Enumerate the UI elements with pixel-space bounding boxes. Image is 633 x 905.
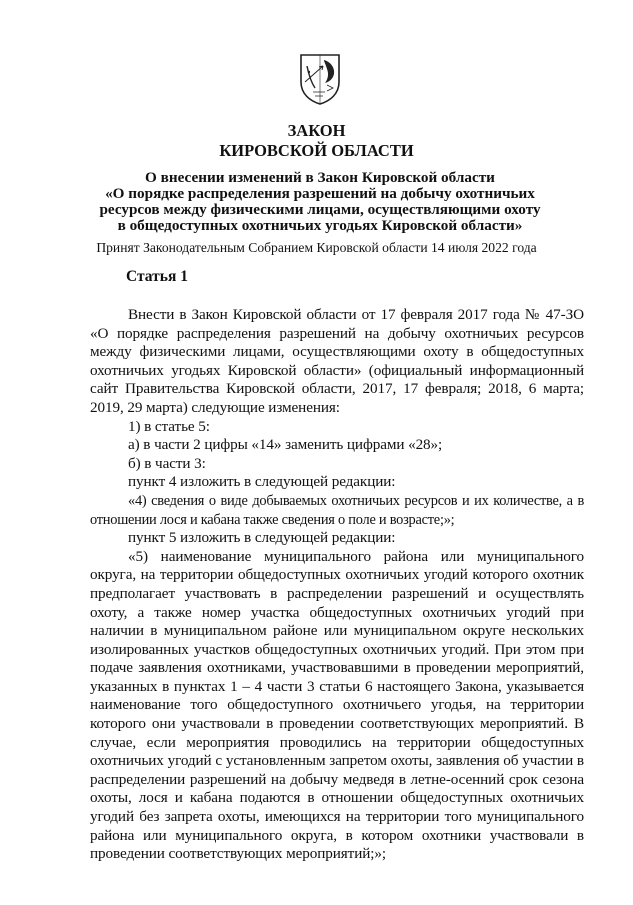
- subtitle-line-3: ресурсов между физическими лицами, осуществляющими охоту: [99, 201, 541, 218]
- article-body: [90, 306, 584, 864]
- paragraph-item: б) в части 3:: [128, 454, 206, 472]
- paragraph-quote: «4) сведения о виде добываемых охотничьих ресурсов и их количестве, а в отношении лося и кабана также сведения о поле и возрасте;»;: [90, 492, 584, 528]
- subtitle-line-2: «О порядке распределения разрешений на добычу охотничьих: [105, 185, 535, 202]
- paragraph-item: пункт 4 изложить в следующей редакции:: [128, 473, 396, 491]
- law-subtitle: [80, 170, 560, 234]
- paragraph-item: а) в части 2 цифры «14» заменить цифрами «28»;: [128, 436, 443, 454]
- law-title: [0, 121, 633, 161]
- subtitle-line-1: О внесении изменений в Закон Кировской области: [145, 169, 495, 186]
- subtitle-line-4: в общедоступных охотничьих угодьях Кировской области»: [117, 217, 523, 234]
- paragraph-quote: «5) наименование муниципального района или муниципального округа, на территории общедоступных охотничьих угодий которого охотник предполагает участвовать в распределении разрешений и осуществлять охоту, а также номер участка общедоступных охотничьих угодий при наличии в муниципальном районе или муниципальном округе нескольких изолированных участков общедоступных охотничьих угодий. При этом при подаче заявления охотниками, участвовавшими в проведении мероприятий, указанных в пунктах 1 – 4 части 3 статьи 6 настоящего Закона, указывается наименование того общедоступного охотничьего угодья, на территории которого они участвовали в проведении соответствующих мероприятий. В случае, если мероприятия проводились на территории общедоступных охотничьих угодий с установленным запретом охоты, заявления об участии в распределении разрешений на добычу медведя в летне-осенний срок сезона охоты, лося и кабана подаются в отношении общедоступных охотничьих угодий без запрета охоты, имеющихся на территории того муниципального района или муниципального округа, в котором охотники участвовали в проведении соответствующих мероприятий;»;: [90, 547, 584, 863]
- law-label: ЗАКОН: [287, 121, 346, 140]
- paragraph-item: пункт 5 изложить в следующей редакции:: [128, 529, 396, 547]
- article-heading: Статья 1: [126, 268, 188, 285]
- paragraph-intro: Внести в Закон Кировской области от 17 февраля 2017 года № 47-ЗО «О порядке распределения разрешений на добычу охотничьих ресурсов между физическими лицами, осуществляющими охоту в общедоступных охотничьих угодьях Кировской области» (официальный информационный сайт Правительства Кировской области, 2017, 17 февраля; 2018, 6 марта; 2019, 29 марта) следующие изменения:: [90, 306, 584, 416]
- coat-of-arms-icon: [297, 52, 343, 106]
- adoption-note: Принят Законодательным Собранием Кировской области 14 июля 2022 года: [96, 240, 537, 255]
- region-name: КИРОВСКОЙ ОБЛАСТИ: [219, 141, 414, 160]
- paragraph-item: 1) в статье 5:: [128, 417, 210, 435]
